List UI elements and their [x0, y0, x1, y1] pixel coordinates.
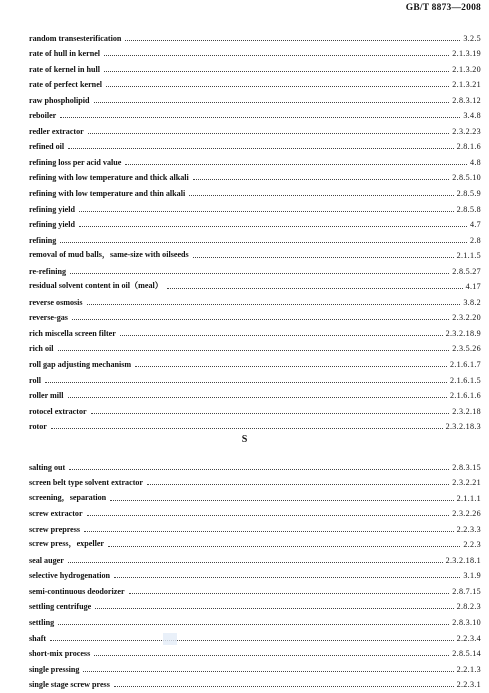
- index-entry: [29, 416, 481, 432]
- dot-leader: [60, 108, 460, 118]
- dot-leader: [79, 217, 467, 227]
- clause-number: 2.3.2.26: [452, 509, 481, 519]
- index-term: refining loss per acid value: [29, 157, 122, 167]
- index-term: selective hydrogenation: [29, 571, 111, 581]
- index-entry: [29, 658, 481, 674]
- clause-number: 2.8.5.14: [452, 649, 481, 659]
- clause-number: 2.3.5.26: [452, 344, 481, 354]
- index-term: single pressing: [29, 664, 80, 674]
- clause-number: 2.1.3.20: [452, 64, 481, 74]
- dot-leader: [193, 170, 450, 180]
- dot-leader: [94, 93, 450, 103]
- index-term: screen belt type solvent extractor: [29, 478, 144, 488]
- index-entry: [29, 643, 481, 659]
- clause-number: 2.8.5.9: [456, 189, 481, 199]
- index-term: reverse osmosis: [29, 297, 83, 307]
- dot-leader: [193, 248, 454, 258]
- index-term: seal auger: [29, 555, 64, 565]
- standard-code: GB/T 8873—2008: [405, 3, 481, 13]
- clause-number: 2.3.2.20: [452, 313, 481, 323]
- dot-leader: [72, 310, 449, 320]
- dot-leader: [108, 537, 460, 547]
- index-entry: [29, 353, 481, 369]
- index-term: rate of hull in kernel: [29, 49, 101, 59]
- clause-number: 2.8.5.8: [456, 204, 481, 214]
- index-term: refining yield: [29, 204, 75, 214]
- index-entry: [29, 456, 481, 472]
- index-term: rich oil: [29, 344, 54, 354]
- index-entry: [29, 385, 481, 401]
- index-entry: [29, 369, 481, 385]
- index-term: roll: [29, 375, 41, 385]
- dot-leader: [125, 155, 467, 165]
- clause-number: 2.1.6.1.7: [449, 360, 481, 370]
- dot-leader: [79, 202, 454, 212]
- index-entry: [29, 198, 481, 214]
- index-term: reboiler: [29, 111, 57, 121]
- index-term: refining yield: [29, 220, 75, 230]
- index-term: screw extractor: [29, 509, 83, 519]
- index-entry: [29, 580, 481, 596]
- index-term: short-mix process: [29, 649, 91, 659]
- index-term: rate of perfect kernel: [29, 80, 103, 90]
- index-term: screw press，expeller: [29, 539, 104, 549]
- index-entry: [29, 276, 481, 292]
- index-entry: [29, 58, 481, 74]
- index-term: random transesterification: [29, 33, 122, 43]
- dot-leader: [95, 599, 453, 609]
- clause-number: 2.1.3.21: [452, 80, 481, 90]
- index-term: semi-continuous deodorizer: [29, 586, 125, 596]
- dot-leader: [60, 233, 467, 243]
- index-term: screw prepress: [29, 524, 81, 534]
- clause-number: 2.1.6.1.6: [449, 391, 481, 401]
- clause-number: 2.3.2.18: [452, 406, 481, 416]
- dot-leader: [94, 646, 449, 656]
- index-entry: [29, 291, 481, 307]
- dot-leader: [120, 326, 443, 336]
- clause-number: 2.1.3.19: [452, 49, 481, 59]
- index-entry: [29, 518, 481, 534]
- index-entry: [29, 627, 481, 643]
- dot-leader: [58, 615, 449, 625]
- index-entry: [29, 43, 481, 59]
- clause-number: 2.8.1.6: [456, 142, 481, 152]
- index-entry: [29, 307, 481, 323]
- index-entry: [29, 260, 481, 276]
- clause-number: 2.8: [469, 235, 481, 245]
- index-section-s: [29, 456, 481, 689]
- index-entry: [29, 105, 481, 121]
- dot-leader: [50, 631, 454, 641]
- index-entry: [29, 596, 481, 612]
- index-entry: [29, 182, 481, 198]
- index-entry: [29, 400, 481, 416]
- clause-number: 2.8.3.12: [452, 95, 481, 105]
- index-term: rich miscella screen filter: [29, 328, 116, 338]
- index-term: residual solvent content in oil（meal）: [29, 281, 163, 291]
- index-term: screening，separation: [29, 492, 107, 502]
- index-term: single stage screw press: [29, 680, 110, 690]
- dot-leader: [68, 139, 453, 149]
- index-entry: [29, 611, 481, 627]
- dot-leader: [91, 404, 450, 414]
- index-entry: [29, 229, 481, 245]
- dot-leader: [51, 419, 443, 429]
- index-entry: [29, 74, 481, 90]
- index-section-r: [29, 27, 481, 431]
- index-term: refining with low temperature and thick alkali: [29, 173, 189, 183]
- index-entry: [29, 503, 481, 519]
- scan-artifact: [163, 633, 177, 645]
- index-entry: [29, 27, 481, 43]
- index-term: roll gap adjusting mechanism: [29, 360, 132, 370]
- clause-number: 2.3.2.21: [452, 478, 481, 488]
- dot-leader: [167, 279, 463, 289]
- clause-number: 2.3.2.18.3: [445, 422, 481, 432]
- clause-number: 2.2.3.1: [456, 680, 481, 690]
- index-entry: [29, 565, 481, 581]
- clause-number: 3.1.9: [463, 571, 481, 581]
- dot-leader: [58, 341, 450, 351]
- dot-leader: [88, 124, 450, 134]
- dot-leader: [129, 584, 450, 594]
- dot-leader: [84, 522, 454, 532]
- dot-leader: [189, 186, 453, 196]
- clause-number: 2.1.1.5: [456, 251, 481, 261]
- index-term: rate of kernel in hull: [29, 64, 101, 74]
- clause-number: 2.2.3.3: [456, 524, 481, 534]
- clause-number: 2.8.3.15: [452, 462, 481, 472]
- index-term: rotocel extractor: [29, 406, 87, 416]
- dot-leader: [106, 77, 449, 87]
- index-entry: [29, 214, 481, 230]
- clause-number: 2.3.2.18.9: [445, 328, 481, 338]
- index-entry: [29, 322, 481, 338]
- index-entry: [29, 167, 481, 183]
- index-term: shaft: [29, 633, 47, 643]
- index-term: roller mill: [29, 391, 64, 401]
- dot-leader: [68, 388, 447, 398]
- dot-leader: [135, 357, 447, 367]
- dot-leader: [70, 264, 449, 274]
- index-term: settling centrifuge: [29, 602, 92, 612]
- clause-number: 3.8.2: [463, 297, 481, 307]
- clause-number: 2.2.1.3: [456, 664, 481, 674]
- index-term: rotor: [29, 422, 47, 432]
- dot-leader: [87, 295, 461, 305]
- index-entry: [29, 549, 481, 565]
- dot-leader: [104, 46, 449, 56]
- index-entry: [29, 534, 481, 550]
- clause-number: 2.8.3.10: [452, 618, 481, 628]
- index-term: redler extractor: [29, 126, 84, 136]
- clause-number: 4.17: [465, 282, 481, 292]
- index-term: refined oil: [29, 142, 65, 152]
- index-entry: [29, 89, 481, 105]
- clause-number: 2.2.3: [463, 540, 481, 550]
- clause-number: 4.8: [469, 157, 481, 167]
- index-term: removal of mud balls，same-size with oilseeds: [29, 250, 189, 260]
- clause-number: 4.7: [469, 220, 481, 230]
- clause-number: 2.1.6.1.5: [449, 375, 481, 385]
- clause-number: 2.8.5.27: [452, 266, 481, 276]
- dot-leader: [87, 506, 450, 516]
- index-entry: [29, 674, 481, 690]
- clause-number: 2.8.5.10: [452, 173, 481, 183]
- dot-leader: [125, 31, 460, 41]
- clause-number: 2.8.2.3: [456, 602, 481, 612]
- dot-leader: [45, 373, 447, 383]
- index-term: refining: [29, 235, 57, 245]
- index-entry: [29, 151, 481, 167]
- dot-leader: [114, 677, 454, 687]
- clause-number: 2.2.3.4: [456, 633, 481, 643]
- index-term: re-refining: [29, 266, 67, 276]
- dot-leader: [147, 475, 449, 485]
- dot-leader: [110, 491, 453, 501]
- clause-number: 2.3.2.18.1: [445, 555, 481, 565]
- dot-leader: [83, 662, 453, 672]
- clause-number: 3.4.8: [463, 111, 481, 121]
- index-entry: [29, 245, 481, 261]
- index-term: refining with low temperature and thin alkali: [29, 189, 186, 199]
- index-term: reverse-gas: [29, 313, 68, 323]
- index-term: raw phospholipid: [29, 95, 90, 105]
- index-entry: [29, 338, 481, 354]
- clause-number: 3.2.5: [463, 33, 481, 43]
- index-entry: [29, 136, 481, 152]
- index-entry: [29, 120, 481, 136]
- section-heading-s: S: [241, 434, 248, 445]
- clause-number: 2.8.7.15: [452, 586, 481, 596]
- index-entry: [29, 487, 481, 503]
- dot-leader: [104, 62, 449, 72]
- dot-leader: [69, 460, 449, 470]
- index-term: settling: [29, 618, 55, 628]
- clause-number: 2.1.1.1: [456, 493, 481, 503]
- index-term: salting out: [29, 462, 66, 472]
- dot-leader: [114, 568, 460, 578]
- index-entry: [29, 472, 481, 488]
- clause-number: 2.3.2.23: [452, 126, 481, 136]
- dot-leader: [68, 553, 443, 563]
